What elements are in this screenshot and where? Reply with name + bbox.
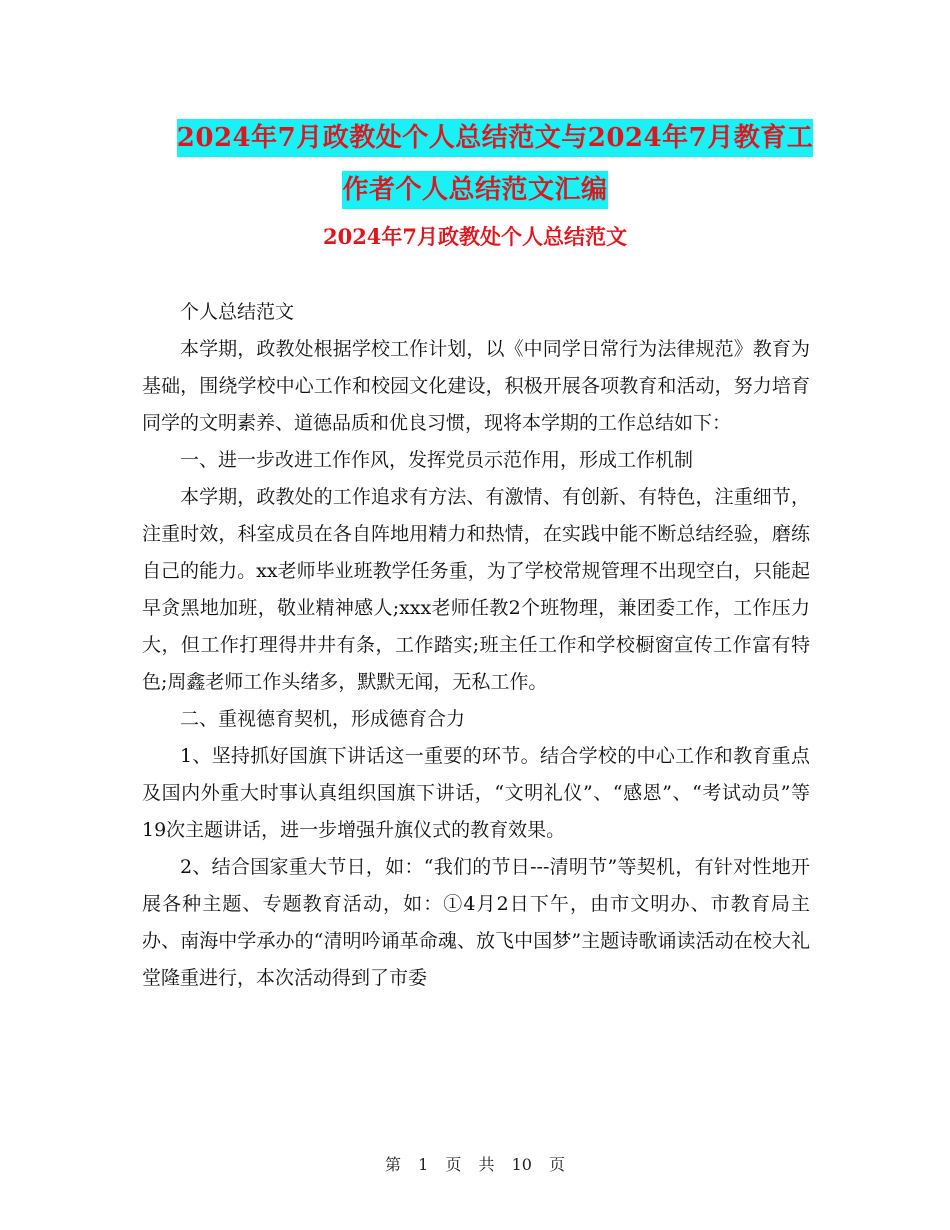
document-title-text-2: 作者个人总结范文汇编 <box>342 171 607 209</box>
footer-page-label: 页 <box>445 1155 462 1174</box>
document-title-line-1 <box>0 112 950 164</box>
document-title-text-1: 2024年7月政教处个人总结范文与2024年7月教育工 <box>177 119 813 157</box>
paragraph: 个人总结范文 <box>180 301 295 323</box>
footer-total-pages: 10 <box>511 1155 532 1174</box>
paragraph-heading: 一、进一步改进工作作风，发挥党员示范作用，形成工作机制 <box>180 449 694 471</box>
paragraph: 2、结合国家重大节日，如：“我们的节日---清明节”等契机，有针对性地开展各种主题、专题教育活动，如：①4月2日下午，由市文明办、市教育局主办、南海中学承办的“清明吟诵革命魂、放飞中国梦”主题诗歌诵读活动在校大礼堂隆重进行，本次活动得到了市委 <box>142 856 810 989</box>
document-title-line-2 <box>0 164 950 216</box>
document-title <box>0 112 950 216</box>
paragraph: 本学期，政教处根据学校工作计划，以《中同学日常行为法律规范》教育为基础，围绕学校中心工作和校园文化建设，积极开展各项教育和活动，努力培育同学的文明素养、道德品质和优良习惯，现将本学期的工作总结如下： <box>142 338 810 434</box>
footer-total-label: 共 <box>478 1155 495 1174</box>
footer-prefix: 第 <box>384 1155 401 1174</box>
footer-current-page: 1 <box>418 1155 429 1174</box>
paragraph: 1、坚持抓好国旗下讲话这一重要的环节。结合学校的中心工作和教育重点及国内外重大时事认真组织国旗下讲话，“文明礼仪”、“感恩”、“考试动员”等19次主题讲话，进一步增强升旗仪式的教育效果。 <box>142 745 810 841</box>
section-title: 2024年7月政教处个人总结范文 <box>322 224 628 249</box>
paragraph-heading: 二、重视德育契机，形成德育合力 <box>180 708 466 730</box>
footer-suffix: 页 <box>549 1155 566 1174</box>
paragraph: 本学期，政教处的工作追求有方法、有激情、有创新、有特色，注重细节，注重时效，科室成员在各自阵地用精力和热情，在实践中能不断总结经验，磨练自己的能力。xx老师毕业班教学任务重，为了学校常规管理不出现空白，只能起早贪黑地加班，敬业精神感人;xxx老师任教2个班物理，兼团委工作，工作压力大，但工作打理得井井有条，工作踏实;班主任工作和学校橱窗宣传工作富有特色;周鑫老师工作头绪多，默默无闻，无私工作。 <box>142 486 810 693</box>
page-footer <box>0 1152 950 1175</box>
document-body <box>142 294 810 997</box>
